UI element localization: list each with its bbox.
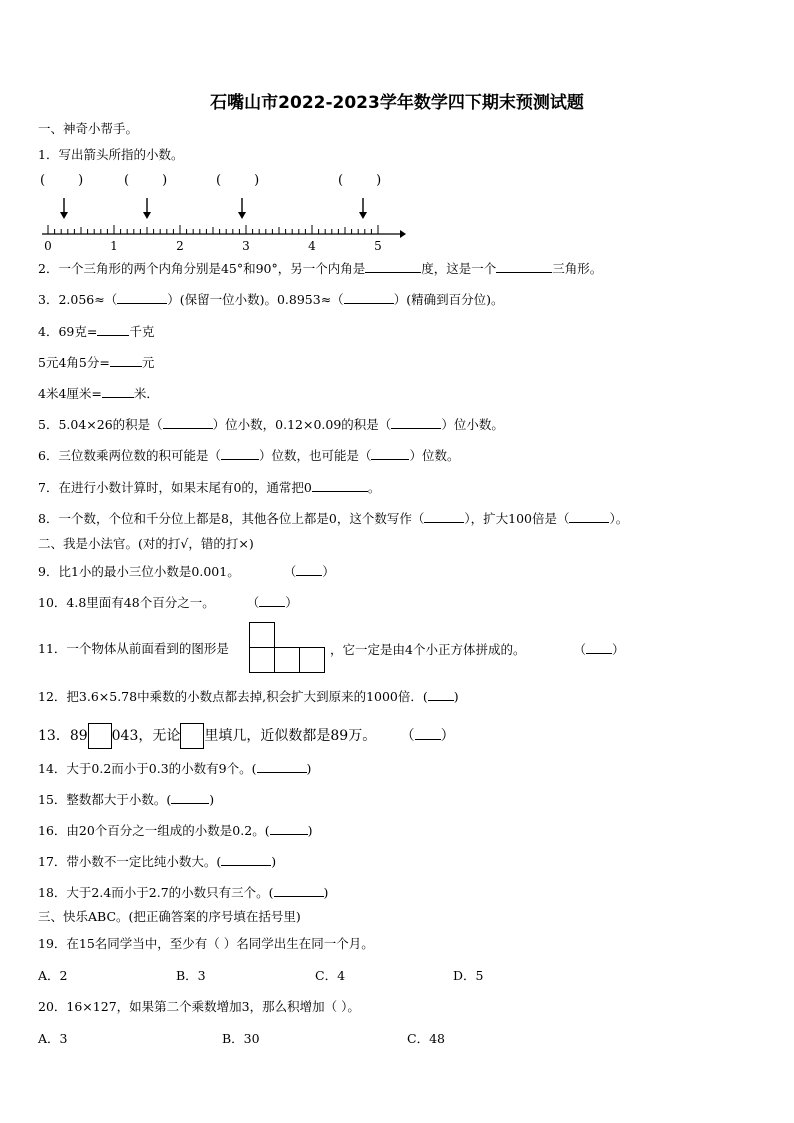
q14-judge-blank[interactable]: [257, 760, 307, 773]
arrow-2-head: [143, 212, 151, 219]
q18-paren-close: ): [323, 885, 329, 900]
q15-paren-close: ): [209, 792, 215, 807]
q4b-blank[interactable]: [110, 354, 142, 367]
q13-text-c: 里填几，近似数都是89万。: [204, 728, 377, 744]
answer-paren-2: ( ): [124, 173, 168, 188]
q20-option-c[interactable]: C．48: [407, 1031, 445, 1046]
q8-blank-2[interactable]: [569, 510, 609, 523]
tick-label: 2: [176, 239, 184, 253]
q3-blank-2[interactable]: [344, 291, 394, 304]
q7-text-a: 7．在进行小数计算时，如果末尾有0的，通常把0: [38, 480, 312, 495]
q5-text-b: ）位小数，0.12×0.09的积是（: [212, 417, 392, 432]
q6-text-a: 6．三位数乘两位数的积可能是（: [38, 448, 221, 463]
answer-paren-3: ( ): [216, 173, 260, 188]
q8-text-a: 8．一个数，个位和千分位上都是8，其他各位上都是0，这个数写作（: [38, 511, 425, 526]
question-20: 20．16×127，如果第二个乘数增加3，那么积增加（ ）。: [38, 999, 360, 1014]
q12-judge-blank[interactable]: [428, 688, 454, 701]
q11-judge-blank[interactable]: [586, 641, 612, 654]
question-9: [38, 563, 335, 580]
q4a-text: 4．69克=: [38, 324, 98, 339]
q5-blank-1[interactable]: [163, 416, 213, 429]
q18-text: 18．大于2.4而小于2.7的小数只有三个。(: [38, 885, 274, 900]
q16-text: 16．由20个百分之一组成的小数是0.2。(: [38, 823, 270, 838]
q5-text-a: 5．5.04×26的积是（: [38, 417, 163, 432]
tick-label: 5: [374, 239, 382, 253]
question-3: [38, 291, 503, 308]
q3-text-b: ）(保留一位小数)。0.8953≈（: [167, 292, 344, 307]
section-heading-2: 二、我是小法官。(对的打√，错的打×): [38, 536, 254, 551]
q20-option-a[interactable]: A．3: [38, 1031, 68, 1046]
q2-text-b: 度，这是一个: [421, 261, 497, 276]
q8-text-b: ），扩大100倍是（: [464, 511, 570, 526]
question-6: [38, 447, 460, 464]
q3-blank-1[interactable]: [117, 291, 167, 304]
q4b-text: 5元4角5分=: [38, 355, 110, 370]
q16-judge-blank[interactable]: [270, 822, 308, 835]
question-19: 19．在15名同学当中，至少有（ ）名同学出生在同一个月。: [38, 936, 374, 951]
axis-arrowhead: [400, 230, 406, 238]
q15-judge-blank[interactable]: [171, 791, 209, 804]
question-13: [38, 723, 455, 749]
arrow-4-head: [359, 212, 367, 219]
question-5: [38, 416, 504, 433]
q19-option-a[interactable]: A．2: [38, 968, 68, 983]
question-10: [38, 594, 298, 611]
q2-text-a: 2．一个三角形的两个内角分别是45°和90°，另一个内角是: [38, 261, 366, 276]
q14-text: 14．大于0.2而小于0.3的小数有9个。(: [38, 761, 257, 776]
answer-parens: [40, 173, 381, 188]
tick-label: 4: [308, 239, 316, 253]
q11-paren-open: （: [573, 642, 586, 657]
question-15: [38, 791, 214, 808]
q5-text-c: ）位小数。: [441, 417, 504, 432]
q6-blank-1[interactable]: [221, 447, 259, 460]
q4b-unit: 元: [141, 355, 155, 370]
q10-text: 10．4.8里面有48个百分之一。: [38, 595, 215, 610]
q17-paren-close: ): [271, 854, 277, 869]
q13-judge-blank[interactable]: [415, 727, 441, 740]
q13-text-a: 13．89: [38, 728, 88, 744]
question-18: [38, 884, 328, 901]
q13-digit-box-2: [180, 723, 204, 749]
question-4c: [38, 385, 159, 402]
question-17: [38, 853, 276, 870]
question-2: [38, 260, 602, 277]
q8-blank-1[interactable]: [424, 510, 464, 523]
q20-option-b[interactable]: B．30: [222, 1031, 260, 1046]
q16-paren-close: ): [307, 823, 313, 838]
q10-paren-open: （: [246, 595, 260, 610]
q2-text-c: 三角形。: [552, 261, 603, 276]
q17-text: 17．带小数不一定比纯小数大。(: [38, 854, 222, 869]
q4c-unit: 米．: [133, 386, 159, 401]
q10-paren-close: ）: [285, 595, 298, 610]
q12-text: 12．把3.6×5.78中乘数的小数点都去掉,积会扩大到原来的1000倍．(: [38, 689, 428, 704]
q9-judge-blank[interactable]: [296, 563, 322, 576]
q11-paren-close: ）: [611, 642, 625, 657]
question-11: [38, 641, 229, 657]
question-8: [38, 510, 628, 527]
question-12: [38, 688, 459, 705]
q2-blank-2[interactable]: [496, 260, 552, 273]
arrow-1-head: [60, 212, 68, 219]
q14-paren-close: ): [306, 761, 312, 776]
q8-text-c: ）。: [609, 511, 629, 526]
q6-text-c: ）位数。: [409, 448, 460, 463]
q2-blank-1[interactable]: [365, 260, 421, 273]
question-14: [38, 760, 311, 777]
q6-text-b: ）位数，也可能是（: [258, 448, 372, 463]
q4a-blank[interactable]: [97, 323, 129, 336]
q7-text-b: 。: [367, 480, 381, 495]
answer-paren-1: ( ): [40, 173, 84, 188]
q9-text: 9．比1小的最小三位小数是0.001。: [38, 564, 240, 579]
q19-option-c[interactable]: C．4: [315, 968, 346, 983]
q13-digit-box-1[interactable]: [88, 723, 112, 749]
q13-paren-close: ）: [440, 728, 455, 744]
question-7: [38, 479, 380, 496]
page-title: 石嘴山市2022-2023学年数学四下期末预测试题: [210, 93, 584, 113]
number-line-figure: [30, 168, 410, 258]
q17-judge-blank[interactable]: [221, 853, 271, 866]
tick-label: 1: [110, 239, 118, 253]
q3-text-c: ）(精确到百分位)。: [393, 292, 504, 307]
q19-option-b[interactable]: B．3: [176, 968, 206, 983]
q6-blank-2[interactable]: [371, 447, 409, 460]
q5-blank-2[interactable]: [391, 416, 441, 429]
section-heading-1: 一、神奇小帮手。: [38, 121, 139, 136]
q12-paren-close: ): [453, 689, 459, 704]
question-1: 1．写出箭头所指的小数。: [38, 147, 184, 162]
question-11-tail: [330, 641, 624, 658]
q3-text-a: 3．2.056≈（: [38, 292, 118, 307]
q15-text: 15．整数都大于小数。(: [38, 792, 172, 807]
q10-judge-blank[interactable]: [259, 594, 285, 607]
question-4b: [38, 354, 154, 371]
q13-paren-open: （: [400, 728, 415, 744]
tick-label: 0: [44, 239, 52, 253]
q9-paren-open: （: [283, 564, 297, 579]
q4c-blank[interactable]: [102, 385, 134, 398]
q7-blank[interactable]: [312, 479, 368, 492]
question-16: [38, 822, 312, 839]
tick-label: 3: [242, 239, 250, 253]
q11-text-b: ，它一定是由4个小正方体拼成的。: [330, 642, 526, 657]
section-heading-3: 三、快乐ABC。(把正确答案的序号填在括号里): [38, 909, 301, 924]
q13-text-b: 043，无论: [111, 728, 181, 744]
answer-paren-4: ( ): [338, 173, 382, 188]
front-view-figure: [249, 622, 329, 674]
arrow-3-head: [238, 212, 246, 219]
q4a-unit: 千克: [129, 324, 155, 339]
q19-option-d[interactable]: D．5: [453, 968, 484, 983]
question-4a: [38, 323, 154, 340]
q9-paren-close: ）: [322, 564, 335, 579]
q11-text-a: 11．一个物体从前面看到的图形是: [38, 641, 229, 656]
q18-judge-blank[interactable]: [274, 884, 324, 897]
q4c-text: 4米4厘米=: [38, 386, 102, 401]
